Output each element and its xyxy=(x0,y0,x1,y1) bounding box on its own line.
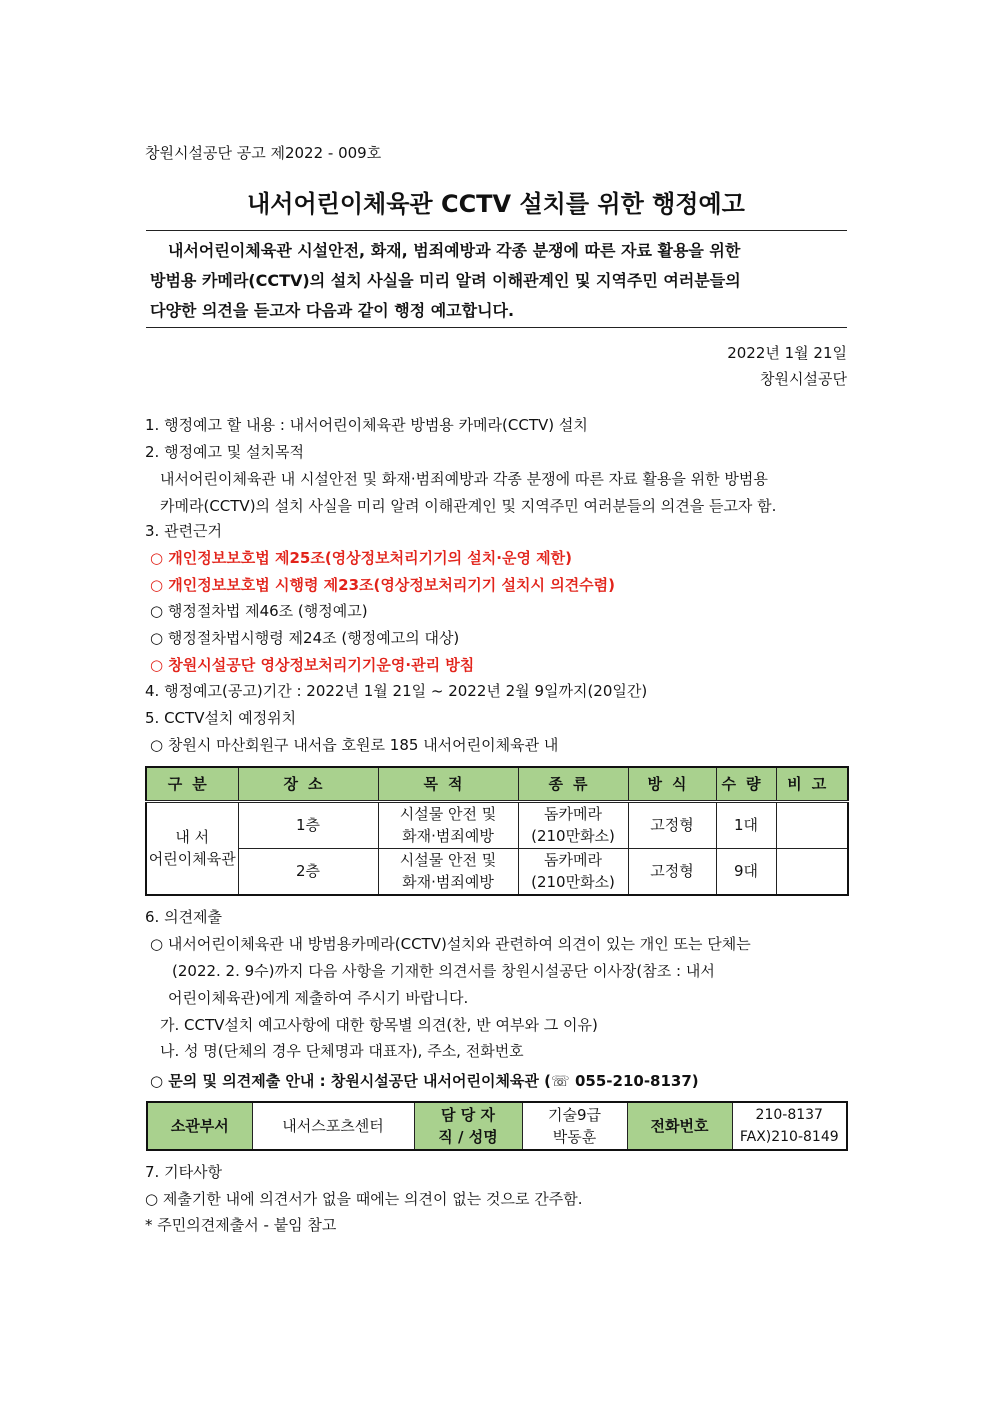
fax-number: FAX)210-8149 xyxy=(739,1129,839,1145)
person-label-1: 담 당 자 xyxy=(441,1106,495,1124)
purpose-line: 화재·범죄예방 xyxy=(402,873,494,892)
section-6-body-1: ○ 내서어린이체육관 내 방범용카메라(CCTV)설치와 관련하여 의견이 있는 개인 또는 단체는 xyxy=(150,935,751,953)
basis-item-3: ○ 행정절차법 제46조 (행정예고) xyxy=(150,602,368,620)
header-cell: 종류 xyxy=(518,767,628,801)
qty-cell: 9대 xyxy=(716,848,776,895)
purpose-line: 화재·범죄예방 xyxy=(402,827,494,845)
header-cell: 비고 xyxy=(776,767,848,801)
note-cell xyxy=(776,801,848,848)
purpose-line: 시설물 안전 및 xyxy=(399,805,497,823)
purpose-cell xyxy=(378,848,518,895)
basis-item-5: ○ 창원시설공단 영상정보처리기기운영·관리 방침 xyxy=(150,656,475,674)
intro-line-3: 다양한 의견을 듣고자 다음과 같이 행정 예고합니다. xyxy=(150,301,515,320)
person-value xyxy=(522,1102,627,1150)
qty-cell: 1대 xyxy=(716,801,776,848)
notice-issuer: 창원시설공단 xyxy=(760,370,847,388)
section-7-heading: 7. 기타사항 xyxy=(145,1163,223,1181)
type-line: (210만화소) xyxy=(531,873,615,892)
group-label-cell xyxy=(146,801,238,895)
place-cell: 1층 xyxy=(238,801,378,848)
header-cell: 구분 xyxy=(146,767,238,801)
section-2-body-2: 카메라(CCTV)의 설치 사실을 미리 알려 이해관계인 및 지역주민 여러분들의 의견을 듣고자 함. xyxy=(160,497,777,515)
person-name: 박동훈 xyxy=(552,1128,597,1146)
section-6-body-2: (2022. 2. 9수)까지 다음 사항을 기재한 의견서를 창원시설공단 이사장(참조 : 내서 xyxy=(172,962,715,980)
purpose-line: 시설물 안전 및 xyxy=(399,851,497,870)
section-2-body-1: 내서어린이체육관 내 시설안전 및 화재·범죄예방과 각종 분쟁에 따른 자료 활용을 위한 방범용 xyxy=(160,470,768,488)
notice-date: 2022년 1월 21일 xyxy=(727,344,847,362)
intro-line-1: 내서어린이체육관 시설안전, 화재, 범죄예방과 각종 분쟁에 따른 자료 활용을 위한 xyxy=(168,241,741,260)
section-6-body-3: 어린이체육관)에게 제출하여 주시기 바랍니다. xyxy=(168,989,469,1007)
purpose-cell xyxy=(378,801,518,848)
notice-number: 창원시설공단 공고 제2022 - 009호 xyxy=(145,144,382,162)
place-cell: 2층 xyxy=(238,848,378,895)
basis-item-4: ○ 행정절차법시행령 제24조 (행정예고의 대상) xyxy=(150,629,460,647)
method-cell: 고정형 xyxy=(628,848,716,895)
phone-value xyxy=(732,1102,847,1150)
section-6-heading: 6. 의견제출 xyxy=(145,908,223,926)
type-line: (210만화소) xyxy=(531,827,615,845)
note-cell xyxy=(776,848,848,895)
dept-label: 소관부서 xyxy=(147,1102,252,1150)
footnote: * 주민의견제출서 - 붙임 참고 xyxy=(145,1216,337,1234)
header-cell: 방식 xyxy=(628,767,716,801)
section-3-heading: 3. 관련근거 xyxy=(145,522,223,540)
type-line: 돔카메라 xyxy=(544,851,602,870)
section-7-item: ○ 제출기한 내에 의견서가 없을 때에는 의견이 없는 것으로 간주함. xyxy=(145,1190,583,1208)
cctv-install-table xyxy=(145,766,849,896)
header-cell: 수량 xyxy=(716,767,776,801)
group-label-2: 어린이체육관 xyxy=(148,850,236,869)
basis-item-2: ○ 개인정보보호법 시행령 제23조(영상정보처리기기 설치시 의견수렴) xyxy=(150,576,616,594)
table-row xyxy=(146,848,848,895)
section-5-heading: 5. CCTV설치 예정위치 xyxy=(145,709,297,727)
section-1: 1. 행정예고 할 내용 : 내서어린이체육관 방범용 카메라(CCTV) 설치 xyxy=(145,416,588,434)
section-6-contact: ○ 문의 및 의견제출 안내 : 창원시설공단 내서어린이체육관 (☏ 055-210-8137) xyxy=(150,1072,699,1090)
type-cell xyxy=(518,848,628,895)
section-2-heading: 2. 행정예고 및 설치목적 xyxy=(145,443,305,461)
divider-top xyxy=(146,230,847,231)
section-5-location: ○ 창원시 마산회원구 내서읍 호원로 185 내서어린이체육관 내 xyxy=(150,736,559,754)
divider-bottom xyxy=(146,327,847,328)
page-title: 내서어린이체육관 CCTV 설치를 위한 행정예고 xyxy=(247,190,745,218)
type-line: 돔카메라 xyxy=(544,805,602,823)
section-6-item-na: 나. 성 명(단체의 경우 단체명과 대표자), 주소, 전화번호 xyxy=(160,1042,524,1060)
table-row xyxy=(146,801,848,848)
dept-value: 내서스포츠센터 xyxy=(252,1102,414,1150)
header-cell: 목적 xyxy=(378,767,518,801)
phone-label: 전화번호 xyxy=(627,1102,732,1150)
contact-row xyxy=(147,1102,847,1150)
person-label-2: 직 / 성명 xyxy=(438,1128,498,1146)
basis-item-1: ○ 개인정보보호법 제25조(영상정보처리기기의 설치·운영 제한) xyxy=(150,549,573,567)
phone-number: 210-8137 xyxy=(755,1107,823,1123)
person-rank: 기술9급 xyxy=(547,1106,601,1124)
person-label xyxy=(414,1102,522,1150)
group-label-1: 내 서 xyxy=(175,828,210,847)
type-cell xyxy=(518,801,628,848)
section-4: 4. 행정예고(공고)기간 : 2022년 1월 21일 ~ 2022년 2월 9일까지(20일간) xyxy=(145,682,648,700)
header-cell: 장소 xyxy=(238,767,378,801)
method-cell: 고정형 xyxy=(628,801,716,848)
contact-table xyxy=(146,1101,848,1151)
section-6-item-ga: 가. CCTV설치 예고사항에 대한 항목별 의견(찬, 반 여부와 그 이유) xyxy=(160,1016,598,1034)
intro-line-2: 방범용 카메라(CCTV)의 설치 사실을 미리 알려 이해관계인 및 지역주민 여러분들의 xyxy=(150,271,741,290)
table-header-row xyxy=(146,767,848,801)
